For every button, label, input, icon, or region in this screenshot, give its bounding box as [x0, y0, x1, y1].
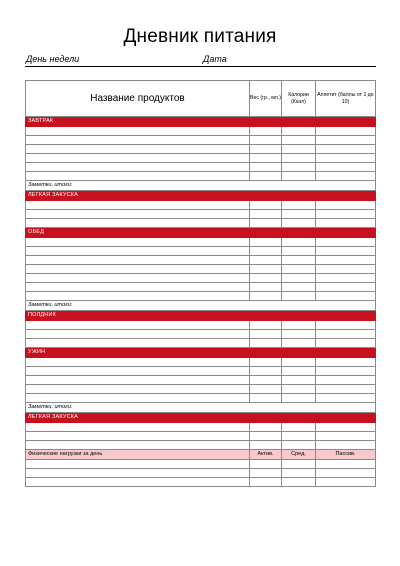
food-entry-row [26, 376, 376, 385]
food-entry-row [26, 358, 376, 367]
activity-row [26, 450, 376, 460]
food-entry-row [26, 256, 376, 265]
entry-cell-calories[interactable] [282, 441, 316, 450]
entry-cell-name[interactable] [26, 469, 250, 478]
entry-cell-name[interactable] [26, 367, 250, 376]
entry-cell-appetite[interactable] [316, 219, 376, 228]
entry-cell-weight[interactable] [250, 219, 282, 228]
entry-cell-calories[interactable] [282, 432, 316, 441]
entry-cell-weight[interactable] [250, 358, 282, 367]
entry-cell-weight[interactable] [250, 274, 282, 283]
entry-cell-weight[interactable] [250, 469, 282, 478]
section-header [26, 191, 376, 201]
entry-cell-calories[interactable] [282, 172, 316, 181]
day-of-week-label: День недели [26, 54, 80, 64]
entry-cell-appetite[interactable] [316, 394, 376, 403]
entry-cell-weight[interactable] [250, 330, 282, 339]
entry-cell-appetite[interactable] [316, 265, 376, 274]
column-header-weight: Вес (гр., мл.) [250, 81, 282, 117]
entry-cell-calories[interactable] [282, 321, 316, 330]
entry-cell-calories[interactable] [282, 136, 316, 145]
section-title: ОБЕД [26, 228, 376, 238]
entry-cell-appetite[interactable] [316, 469, 376, 478]
entry-cell-weight[interactable] [250, 432, 282, 441]
entry-cell-appetite[interactable] [316, 376, 376, 385]
entry-cell-weight[interactable] [250, 376, 282, 385]
entry-cell-calories[interactable] [282, 292, 316, 301]
food-entry-row [26, 441, 376, 450]
entry-cell-name[interactable] [26, 441, 250, 450]
entry-cell-name[interactable] [26, 423, 250, 432]
entry-cell-name[interactable] [26, 321, 250, 330]
entry-cell-calories[interactable] [282, 256, 316, 265]
entry-cell-weight[interactable] [250, 256, 282, 265]
entry-cell-name[interactable] [26, 394, 250, 403]
entry-cell-weight[interactable] [250, 210, 282, 219]
food-entry-row [26, 136, 376, 145]
entry-cell-name[interactable] [26, 238, 250, 247]
entry-cell-name[interactable] [26, 145, 250, 154]
entry-cell-calories[interactable] [282, 154, 316, 163]
entry-cell-weight[interactable] [250, 283, 282, 292]
entry-cell-appetite[interactable] [316, 127, 376, 136]
food-entry-row [26, 154, 376, 163]
entry-cell-appetite[interactable] [316, 441, 376, 450]
entry-cell-appetite[interactable] [316, 339, 376, 348]
food-entry-row [26, 321, 376, 330]
entry-cell-name[interactable] [26, 292, 250, 301]
food-entry-row [26, 127, 376, 136]
food-entry-row [26, 423, 376, 432]
food-entry-row [26, 145, 376, 154]
entry-cell-calories[interactable] [282, 201, 316, 210]
entry-cell-name[interactable] [26, 172, 250, 181]
food-entry-row [26, 339, 376, 348]
food-entry-row [26, 265, 376, 274]
notes-row [26, 301, 376, 311]
entry-cell-calories[interactable] [282, 423, 316, 432]
trailing-row [26, 469, 376, 478]
table-header-row [26, 81, 376, 117]
section-title: УЖИН [26, 348, 376, 358]
entry-cell-calories[interactable] [282, 376, 316, 385]
entry-cell-appetite[interactable] [316, 201, 376, 210]
entry-cell-weight[interactable] [250, 172, 282, 181]
entry-cell-name[interactable] [26, 432, 250, 441]
page-title: Дневник питания [123, 26, 277, 47]
entry-cell-name[interactable] [26, 283, 250, 292]
food-entry-row [26, 201, 376, 210]
entry-cell-name[interactable] [26, 274, 250, 283]
trailing-row [26, 460, 376, 469]
entry-cell-appetite[interactable] [316, 432, 376, 441]
entry-cell-name[interactable] [26, 219, 250, 228]
column-header-calories: Калории (Ккал) [282, 81, 316, 117]
entry-cell-appetite[interactable] [316, 367, 376, 376]
food-entry-row [26, 367, 376, 376]
entry-cell-weight[interactable] [250, 385, 282, 394]
notes-label[interactable]: Заметки, итоги: [26, 181, 376, 191]
entry-cell-appetite[interactable] [316, 460, 376, 469]
entry-cell-appetite[interactable] [316, 292, 376, 301]
table-body [26, 117, 376, 487]
entry-cell-appetite[interactable] [316, 385, 376, 394]
food-diary-table [25, 80, 376, 487]
trailing-row [26, 478, 376, 487]
entry-cell-appetite[interactable] [316, 321, 376, 330]
entry-cell-name[interactable] [26, 478, 250, 487]
entry-cell-appetite[interactable] [316, 136, 376, 145]
food-entry-row [26, 283, 376, 292]
food-entry-row [26, 274, 376, 283]
entry-cell-name[interactable] [26, 358, 250, 367]
notes-label[interactable]: Заметки, итоги: [26, 403, 376, 413]
entry-cell-calories[interactable] [282, 358, 316, 367]
meta-row [25, 53, 376, 67]
entry-cell-weight[interactable] [250, 367, 282, 376]
entry-cell-weight[interactable] [250, 163, 282, 172]
section-title: ЛЕГКАЯ ЗАКУСКА [26, 413, 376, 423]
entry-cell-weight[interactable] [250, 292, 282, 301]
entry-cell-calories[interactable] [282, 330, 316, 339]
column-header-appetite: Аппетит (баллы от 1 до 10) [316, 81, 376, 117]
entry-cell-weight[interactable] [250, 136, 282, 145]
entry-cell-weight[interactable] [250, 145, 282, 154]
entry-cell-appetite[interactable] [316, 283, 376, 292]
entry-cell-appetite[interactable] [316, 247, 376, 256]
entry-cell-calories[interactable] [282, 478, 316, 487]
entry-cell-name[interactable] [26, 127, 250, 136]
section-title: ЛЕГКАЯ ЗАКУСКА [26, 191, 376, 201]
entry-cell-weight[interactable] [250, 201, 282, 210]
diary-sheet [25, 80, 375, 487]
entry-cell-calories[interactable] [282, 469, 316, 478]
entry-cell-calories[interactable] [282, 339, 316, 348]
entry-cell-calories[interactable] [282, 219, 316, 228]
entry-cell-weight[interactable] [250, 423, 282, 432]
entry-cell-name[interactable] [26, 163, 250, 172]
section-title: ПОЛДНИК [26, 311, 376, 321]
entry-cell-calories[interactable] [282, 247, 316, 256]
entry-cell-calories[interactable] [282, 163, 316, 172]
food-entry-row [26, 219, 376, 228]
column-header-name: Название продуктов [26, 81, 250, 117]
entry-cell-calories[interactable] [282, 385, 316, 394]
entry-cell-calories[interactable] [282, 145, 316, 154]
food-entry-row [26, 394, 376, 403]
entry-cell-appetite[interactable] [316, 145, 376, 154]
activity-label: Физические нагрузки за день [26, 450, 250, 460]
entry-cell-calories[interactable] [282, 265, 316, 274]
entry-cell-calories[interactable] [282, 394, 316, 403]
entry-cell-appetite[interactable] [316, 330, 376, 339]
entry-cell-name[interactable] [26, 265, 250, 274]
section-title: ЗАВТРАК [26, 117, 376, 127]
food-entry-row [26, 172, 376, 181]
entry-cell-weight[interactable] [250, 321, 282, 330]
entry-cell-weight[interactable] [250, 478, 282, 487]
entry-cell-weight[interactable] [250, 339, 282, 348]
food-entry-row [26, 210, 376, 219]
notes-row [26, 403, 376, 413]
section-header [26, 117, 376, 127]
entry-cell-appetite[interactable] [316, 358, 376, 367]
food-entry-row [26, 292, 376, 301]
entry-cell-weight[interactable] [250, 247, 282, 256]
entry-cell-calories[interactable] [282, 283, 316, 292]
entry-cell-appetite[interactable] [316, 163, 376, 172]
section-header [26, 348, 376, 358]
entry-cell-weight[interactable] [250, 238, 282, 247]
entry-cell-weight[interactable] [250, 394, 282, 403]
entry-cell-weight[interactable] [250, 441, 282, 450]
entry-cell-name[interactable] [26, 330, 250, 339]
entry-cell-appetite[interactable] [316, 172, 376, 181]
food-entry-row [26, 247, 376, 256]
food-entry-row [26, 432, 376, 441]
activity-option[interactable]: Сред. [282, 450, 316, 460]
entry-cell-calories[interactable] [282, 210, 316, 219]
entry-cell-name[interactable] [26, 385, 250, 394]
notes-row [26, 181, 376, 191]
entry-cell-weight[interactable] [250, 127, 282, 136]
entry-cell-appetite[interactable] [316, 478, 376, 487]
entry-cell-name[interactable] [26, 460, 250, 469]
entry-cell-name[interactable] [26, 247, 250, 256]
food-entry-row [26, 163, 376, 172]
entry-cell-name[interactable] [26, 339, 250, 348]
entry-cell-calories[interactable] [282, 238, 316, 247]
date-label: Дата [203, 54, 227, 64]
entry-cell-weight[interactable] [250, 154, 282, 163]
section-header [26, 228, 376, 238]
entry-cell-appetite[interactable] [316, 238, 376, 247]
entry-cell-name[interactable] [26, 154, 250, 163]
food-entry-row [26, 385, 376, 394]
entry-cell-appetite[interactable] [316, 423, 376, 432]
food-entry-row [26, 238, 376, 247]
section-header [26, 311, 376, 321]
entry-cell-name[interactable] [26, 201, 250, 210]
entry-cell-weight[interactable] [250, 460, 282, 469]
entry-cell-name[interactable] [26, 210, 250, 219]
entry-cell-appetite[interactable] [316, 210, 376, 219]
entry-cell-calories[interactable] [282, 460, 316, 469]
entry-cell-appetite[interactable] [316, 256, 376, 265]
entry-cell-calories[interactable] [282, 274, 316, 283]
entry-cell-calories[interactable] [282, 127, 316, 136]
entry-cell-name[interactable] [26, 256, 250, 265]
food-entry-row [26, 330, 376, 339]
activity-option[interactable]: Актив. [250, 450, 282, 460]
entry-cell-name[interactable] [26, 136, 250, 145]
entry-cell-appetite[interactable] [316, 154, 376, 163]
section-header [26, 413, 376, 423]
notes-label[interactable]: Заметки, итоги: [26, 301, 376, 311]
activity-option[interactable]: Пассив. [316, 450, 376, 460]
entry-cell-weight[interactable] [250, 265, 282, 274]
entry-cell-calories[interactable] [282, 367, 316, 376]
entry-cell-appetite[interactable] [316, 274, 376, 283]
entry-cell-name[interactable] [26, 376, 250, 385]
